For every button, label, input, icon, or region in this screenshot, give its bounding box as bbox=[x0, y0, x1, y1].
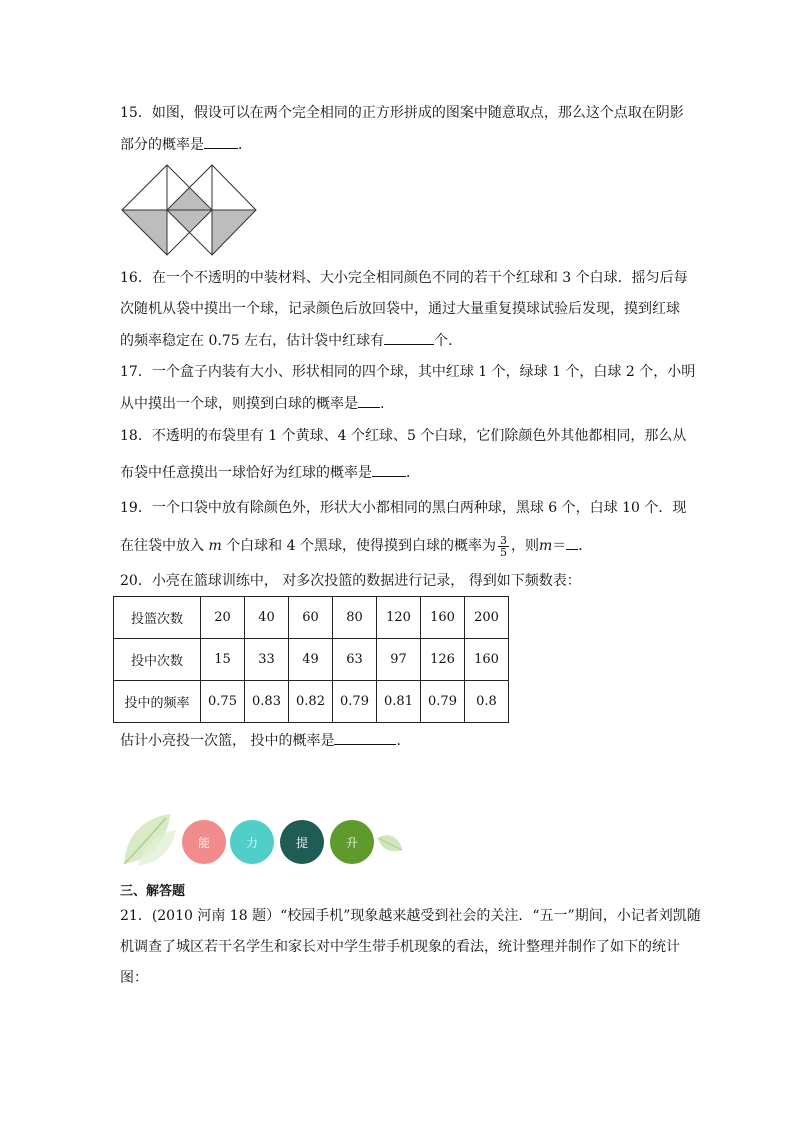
badge-li bbox=[230, 820, 274, 864]
badge-label: 力 bbox=[245, 835, 258, 850]
q19-line1: 19．一个口袋中放有除颜色外，形状大小都相同的黑白两种球，黑球 6 个，白球 10 个．现 bbox=[120, 500, 687, 516]
table-cell: 0.79 bbox=[333, 681, 377, 723]
q20-period: ． bbox=[396, 733, 411, 749]
q19-text-b: 个白球和 4 个黑球，使得摸到白球的概率为 bbox=[226, 538, 496, 554]
q19-equals: ＝ bbox=[552, 538, 567, 554]
variable-m: m bbox=[539, 538, 553, 554]
table-cell: 20 bbox=[201, 597, 245, 639]
table-cell: 33 bbox=[245, 639, 289, 681]
variable-m: m bbox=[208, 538, 222, 554]
q17-text: 从中摸出一个球，则摸到白球的概率是 bbox=[120, 396, 358, 412]
q16-text: 的频率稳定在 0.75 左右，估计袋中红球有 bbox=[120, 333, 385, 349]
q16-line2: 次随机从袋中摸出一个球，记录颜色后放回袋中，通过大量重复摸球试验后发现，摸到红球 bbox=[120, 301, 680, 317]
q17-line1: 17．一个盒子内装有大小、形状相同的四个球，其中红球 1 个，绿球 1 个，白球 2 个，小明 bbox=[120, 364, 696, 380]
fraction-denominator: 5 bbox=[500, 545, 507, 559]
table-cell: 0.81 bbox=[377, 681, 421, 723]
table-cell: 49 bbox=[289, 639, 333, 681]
table-row-label: 投中的频率 bbox=[114, 681, 201, 723]
q20-after-line bbox=[120, 730, 410, 751]
section-title: 三、解答题 bbox=[120, 884, 186, 899]
table-cell: 0.79 bbox=[421, 681, 465, 723]
table-row bbox=[114, 597, 509, 639]
fraction-numerator: 3 bbox=[500, 533, 507, 547]
q18-line1: 18．不透明的布袋里有 1 个黄球、4 个红球、5 个白球，它们除颜色外其他都相同，那么从 bbox=[120, 428, 687, 444]
ability-banner bbox=[120, 812, 410, 868]
table-cell: 0.8 bbox=[465, 681, 509, 723]
table-cell: 120 bbox=[377, 597, 421, 639]
leaf-right-icon bbox=[376, 832, 404, 856]
table-row-label: 投篮次数 bbox=[114, 597, 201, 639]
table-cell: 126 bbox=[421, 639, 465, 681]
q19-line2 bbox=[120, 531, 592, 561]
table-cell: 63 bbox=[333, 639, 377, 681]
fraction-three-fifths bbox=[498, 535, 509, 558]
q15-figure bbox=[120, 163, 260, 256]
table-cell: 0.83 bbox=[245, 681, 289, 723]
frequency-table bbox=[113, 596, 509, 723]
q19-period: ． bbox=[578, 538, 593, 554]
q21-line3: 图： bbox=[120, 970, 148, 986]
q19-text-c: ，则 bbox=[511, 538, 539, 554]
table-cell: 60 bbox=[289, 597, 333, 639]
answer-blank bbox=[358, 393, 380, 408]
table-cell: 40 bbox=[245, 597, 289, 639]
table-cell: 97 bbox=[377, 639, 421, 681]
q15-line1: 15．如图，假设可以在两个完全相同的正方形拼成的图案中随意取点，那么这个点取在阴影 bbox=[120, 105, 684, 121]
badge-label: 升 bbox=[345, 835, 358, 850]
table-cell: 200 bbox=[465, 597, 509, 639]
badge-ti bbox=[280, 820, 324, 864]
table-cell: 15 bbox=[201, 639, 245, 681]
q18-line2 bbox=[120, 462, 420, 483]
answer-blank bbox=[384, 330, 434, 345]
table-cell: 80 bbox=[333, 597, 377, 639]
q18-period: ． bbox=[406, 465, 420, 481]
q20-text: 估计小亮投一次篮， 投中的概率是 bbox=[120, 733, 335, 749]
q18-text: 布袋中任意摸出一球恰好为红球的概率是 bbox=[120, 465, 372, 481]
q15-text: 部分的概率是 bbox=[120, 137, 204, 153]
answer-blank bbox=[204, 134, 238, 149]
q17-period: . bbox=[380, 396, 385, 412]
q16-line1: 16．在一个不透明的中装材料、大小完全相同颜色不同的若干个红球和 3 个白球．摇匀后每 bbox=[120, 270, 688, 286]
answer-blank bbox=[566, 535, 578, 550]
q21-line2: 机调查了城区若干名学生和家长对中学生带手机现象的看法，统计整理并制作了如下的统计 bbox=[120, 939, 680, 955]
badge-sheng bbox=[330, 820, 374, 864]
q21-line1: 21．(2010 河南 18 题）“校园手机”现象越来越受到社会的关注．“五一”期间，小记者刘凯随 bbox=[120, 908, 701, 924]
table-row bbox=[114, 639, 509, 681]
table-row-label: 投中次数 bbox=[114, 639, 201, 681]
table-row bbox=[114, 681, 509, 723]
q17-line2 bbox=[120, 393, 384, 414]
q20-line1: 20．小亮在篮球训练中， 对多次投篮的数据进行记录， 得到如下频数表： bbox=[120, 573, 581, 589]
q16-suffix: 个． bbox=[434, 333, 463, 349]
q16-line3 bbox=[120, 330, 462, 351]
answer-blank bbox=[334, 730, 396, 745]
q15-line2 bbox=[120, 134, 252, 155]
table-cell: 0.82 bbox=[289, 681, 333, 723]
answer-blank bbox=[372, 462, 406, 477]
table-cell: 0.75 bbox=[201, 681, 245, 723]
badge-neng bbox=[182, 820, 226, 864]
q19-text-a: 在往袋中放入 bbox=[120, 538, 204, 554]
table-cell: 160 bbox=[421, 597, 465, 639]
badge-label: 能 bbox=[197, 835, 210, 850]
leaf-left-icon bbox=[120, 812, 180, 868]
q15-period: ． bbox=[238, 137, 252, 153]
table-cell: 160 bbox=[465, 639, 509, 681]
badge-label: 提 bbox=[295, 835, 308, 850]
